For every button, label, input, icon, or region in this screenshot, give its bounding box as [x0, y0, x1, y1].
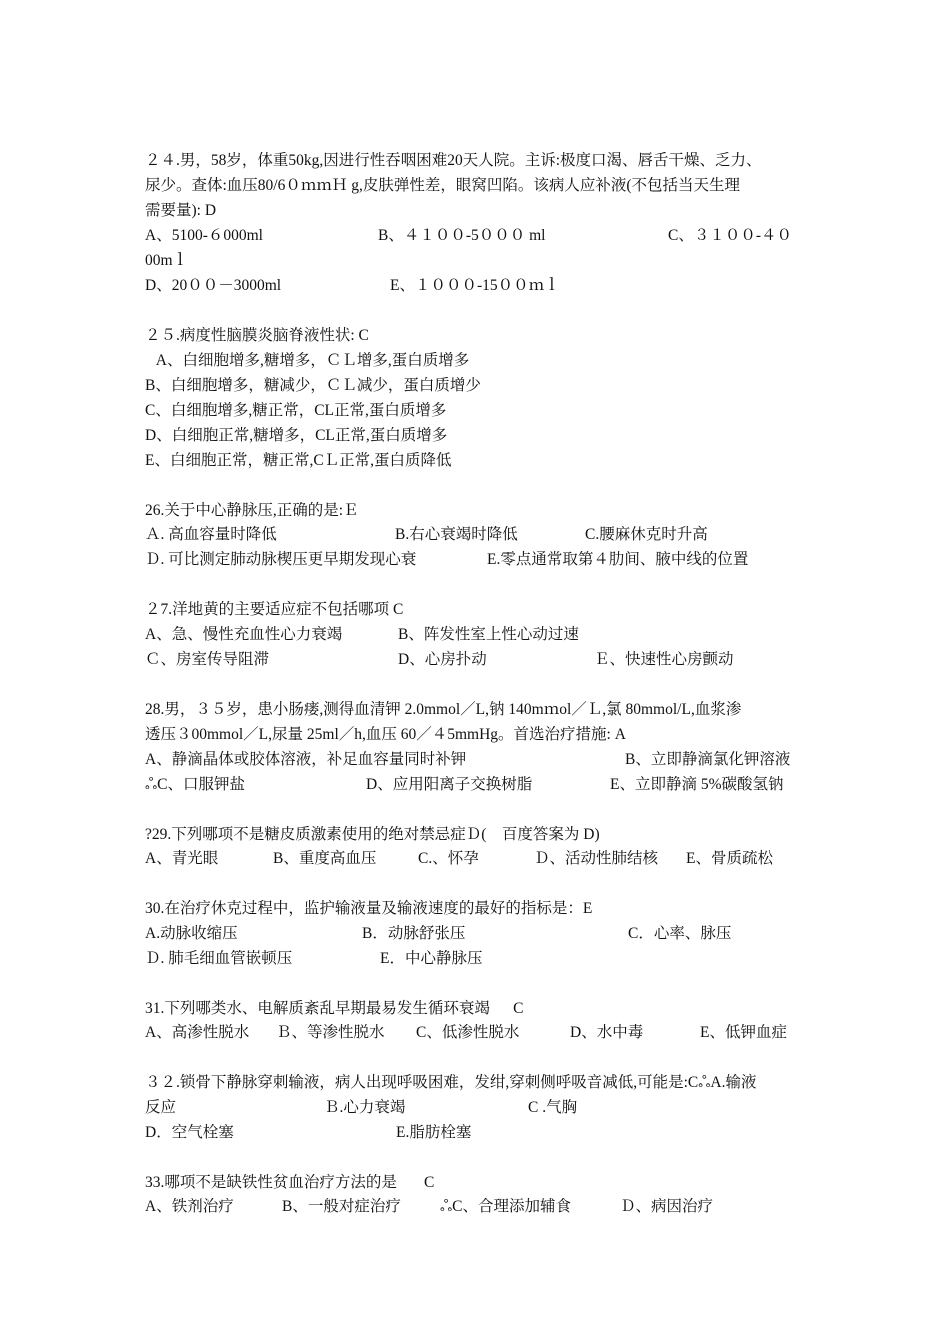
q24-option-c: C、３１００-４０	[668, 227, 793, 244]
q26-option-c: C.腰麻休克时升高	[585, 526, 708, 543]
q25-option-b: B、白细胞增多，糖减少，ＣＬ减少，蛋白质增少	[145, 377, 481, 394]
q31-option-e: E、低钾血症	[700, 1024, 787, 1041]
q28-option-b: B、立即静滴氯化钾溶液	[625, 751, 791, 768]
q26-stem: 26.关于中心静脉压,正确的是:Ｅ	[145, 502, 359, 519]
q32-option-b: Ｂ.心力衰竭	[324, 1099, 406, 1116]
q30-option-c: C．心率、脉压	[628, 925, 732, 942]
q25-option-e: E、白细胞正常，糖正常,CＬ正常,蛋白质降低	[145, 452, 452, 469]
q24-option-c-cont: 00mｌ	[145, 252, 189, 269]
q24-stem-line-3: 需要量): D	[145, 202, 217, 219]
q30-option-e: E．中心静脉压	[380, 950, 483, 967]
q27-option-b: B、阵发性室上性心动过速	[398, 626, 579, 643]
q28-option-c: ஃC、口服钾盐	[145, 776, 245, 793]
q28-stem-line-2: 透压３00mmol／L,尿量 25ml／h,血压 60／４5mmHg。首选治疗措施: A	[145, 726, 626, 743]
q29-option-e: E、骨质疏松	[686, 850, 773, 867]
q31-stem: 31.下列哪类水、电解质紊乱早期最易发生循环衰竭 C	[145, 1000, 524, 1017]
q25-stem: ２５.病度性脑膜炎脑脊液性状: C	[145, 327, 369, 344]
q30-option-a: A.动脉收缩压	[145, 925, 238, 942]
q33-option-b: B、一般对症治疗	[282, 1198, 401, 1215]
q25-option-a: A、白细胞增多,糖增多，ＣＬ增多,蛋白质增多	[145, 352, 470, 369]
q30-stem: 30.在治疗休克过程中，监护输液量及输液速度的最好的指标是：E	[145, 900, 593, 917]
q33-option-d: Ｄ、病因治疗	[620, 1198, 714, 1215]
q32-stem-line-2: 反应	[145, 1099, 177, 1116]
q32-option-d: D．空气栓塞	[145, 1124, 234, 1141]
q28-option-a: A、静滴晶体或胶体溶液，补足血容量同时补钾	[145, 751, 467, 768]
q24-stem-line-1: ２４.男，58岁，体重50kg,因进行性吞咽困难20天人院。主诉:极度口渴、唇舌干燥、乏力、	[145, 152, 762, 169]
q28-option-e: E、立即静滴 5%碳酸氢钠	[610, 776, 784, 793]
q24-option-d: D、20００－3000ml	[145, 277, 282, 294]
q33-stem: 33.哪项不是缺铁性贫血治疗方法的是 C	[145, 1174, 435, 1191]
q24-option-b: B、４１００-5０００ ml	[378, 227, 546, 244]
q31-option-a: A、高渗性脱水	[145, 1024, 250, 1041]
q26-option-e: E.零点通常取第４肋间、腋中线的位置	[487, 551, 749, 568]
q29-option-c: C.、怀孕	[418, 850, 479, 867]
q32-stem-line-1: ３２.锁骨下静脉穿刺输液，病人出现呼吸困难，发绀,穿刺侧呼吸音减低,可能是:CஃA.输液	[145, 1074, 757, 1091]
q27-option-d: D、心房扑动	[398, 651, 487, 668]
q26-option-b: B.右心衰竭时降低	[395, 526, 518, 543]
q33-option-c: ஃC、合理添加辅食	[440, 1198, 571, 1215]
q29-option-a: A、青光眼	[145, 850, 219, 867]
q27-option-c: Ｃ、房室传导阻滞	[145, 651, 270, 668]
q26-option-d: Ｄ. 可比测定肺动脉楔压更早期发现心衰	[145, 551, 417, 568]
q24-option-e: E、１０００-15００ｍｌ	[390, 277, 560, 294]
q32-option-c: C .气胸	[528, 1099, 578, 1116]
q26-option-a: Ａ. 高血容量时降低	[145, 526, 277, 543]
q28-stem-line-1: 28.男，３５岁，患小肠瘘,测得血清钾 2.0mmol／L,钠 140mｍol／Ｌ,氯 80mmol/L,血浆渗	[145, 701, 742, 718]
q31-option-b: Ｂ、等渗性脱水	[276, 1024, 385, 1041]
q29-option-b: B、重度高血压	[273, 850, 377, 867]
q24-option-a: A、5100-６000ml	[145, 227, 263, 244]
q24-stem-line-2: 尿少。查体:血压80/6０ｍｍＨ g,皮肤弹性差，眼窝凹陷。该病人应补液(不包括当天生理	[145, 177, 741, 194]
q25-option-d: D、白细胞正常,糖增多，CL正常,蛋白质增多	[145, 427, 448, 444]
q30-option-b: B．动脉舒张压	[362, 925, 466, 942]
q29-stem: ?29.下列哪项不是糖皮质激素使用的绝对禁忌症Ｄ( 百度答案为 D)	[145, 826, 600, 843]
q27-stem: ２7.洋地黄的主要适应症不包括哪项 C	[145, 601, 404, 618]
q29-option-d: Ｄ、活动性肺结核	[534, 850, 659, 867]
q28-option-d: D、应用阳离子交换树脂	[366, 776, 533, 793]
q27-option-a: A、急、慢性充血性心力衰竭	[145, 626, 343, 643]
q27-option-e: Ｅ、快速性心房颤动	[594, 651, 734, 668]
q33-option-a: A、铁剂治疗	[145, 1198, 234, 1215]
q31-option-d: D、水中毒	[570, 1024, 644, 1041]
q31-option-c: C、低渗性脱水	[416, 1024, 520, 1041]
q30-option-d: Ｄ. 肺毛细血管嵌顿压	[145, 950, 293, 967]
q25-option-c: C、白细胞增多,糖正常，CL正常,蛋白质增多	[145, 402, 447, 419]
q32-option-e: E.脂肪栓塞	[396, 1124, 472, 1141]
